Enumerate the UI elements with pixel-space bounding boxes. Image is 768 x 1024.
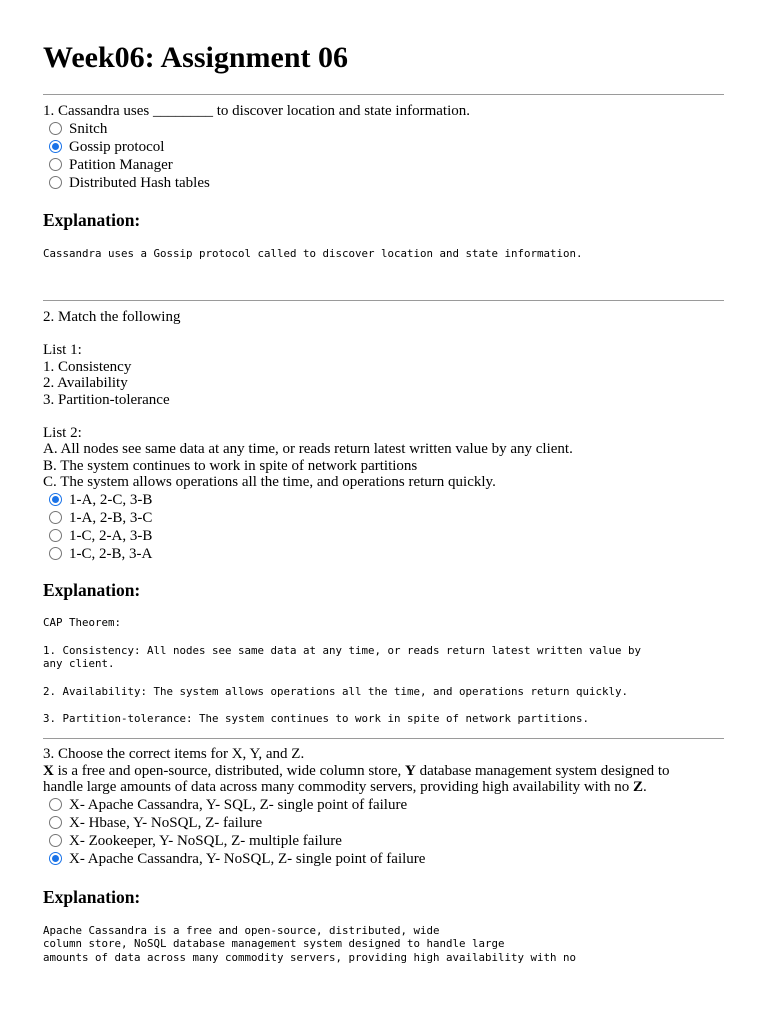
question-1: [43, 103, 733, 192]
q3-option-2[interactable]: X- Zookeeper, Y- NoSQL, Z- multiple failure: [43, 832, 733, 850]
radio-button[interactable]: [49, 176, 62, 189]
q3-option-3[interactable]: X- Apache Cassandra, Y- NoSQL, Z- single point of failure: [43, 850, 733, 868]
list1-item: 3. Partition-tolerance: [43, 391, 170, 408]
list2-item: B. The system continues to work in spite of network partitions: [43, 457, 418, 474]
q2-option-1[interactable]: 1-A, 2-B, 3-C: [43, 509, 733, 527]
q2-explanation-heading: Explanation:: [43, 580, 141, 600]
radio-button[interactable]: [49, 834, 62, 847]
q2-explanation-line: 2. Availability: The system allows operations all the time, and operations return quickly.: [43, 685, 629, 698]
q3-option-0[interactable]: X- Apache Cassandra, Y- SQL, Z- single point of failure: [43, 796, 733, 814]
q3-option-1[interactable]: X- Hbase, Y- NoSQL, Z- failure: [43, 814, 733, 832]
question-3: [43, 746, 733, 868]
q3-explanation-line: Apache Cassandra is a free and open-source, distributed, wide: [43, 924, 440, 937]
radio-button[interactable]: [49, 122, 62, 135]
divider: [43, 300, 724, 301]
q2-option-0[interactable]: 1-A, 2-C, 3-B: [43, 491, 733, 509]
q2-explanation-line: 3. Partition-tolerance: The system continues to work in spite of network partitions.: [43, 712, 590, 725]
divider: [43, 94, 724, 95]
radio-button[interactable]: [49, 798, 62, 811]
q3-explanation-heading: Explanation:: [43, 887, 141, 907]
list2-heading: List 2:: [43, 424, 82, 441]
q1-option-2[interactable]: Patition Manager: [43, 156, 733, 174]
q2-explanation-line: 1. Consistency: All nodes see same data at any time, or reads return latest written value by: [43, 644, 642, 657]
q2-option-2[interactable]: 1-C, 2-A, 3-B: [43, 527, 733, 545]
radio-button-selected[interactable]: [49, 493, 62, 506]
radio-button[interactable]: [49, 816, 62, 829]
radio-button[interactable]: [49, 158, 62, 171]
list1-item: 1. Consistency: [43, 358, 132, 375]
radio-button[interactable]: [49, 511, 62, 524]
q2-explanation-line: CAP Theorem:: [43, 616, 122, 629]
q1-explanation: Cassandra uses a Gossip protocol called to discover location and state information.: [43, 247, 583, 260]
q2-option-3[interactable]: 1-C, 2-B, 3-A: [43, 545, 733, 563]
q3-explanation-line: column store, NoSQL database management system designed to handle large: [43, 937, 505, 950]
list1-item: 2. Availability: [43, 375, 128, 391]
radio-button[interactable]: [49, 547, 62, 560]
question-3-text: 3. Choose the correct items for X, Y, and Z.: [43, 746, 305, 762]
question-3-statement: X is a free and open-source, distributed, wide column store, Y database management system designed to handle large amounts of data across many commodity servers, providing high availability with no Z.: [43, 762, 670, 795]
list2-item: C. The system allows operations all the time, and operations return quickly.: [43, 474, 496, 490]
question-2: [43, 309, 733, 563]
q3-explanation-line: amounts of data across many commodity servers, providing high availability with no: [43, 951, 577, 964]
radio-button-selected[interactable]: [49, 140, 62, 153]
question-2-text: 2. Match the following: [43, 309, 181, 325]
q1-explanation-heading: Explanation:: [43, 210, 141, 230]
q1-option-0[interactable]: Snitch: [43, 120, 733, 138]
q2-explanation-line: any client.: [43, 657, 115, 670]
radio-button-selected[interactable]: [49, 852, 62, 865]
page-title: Week06: Assignment 06: [43, 41, 349, 74]
q1-option-1[interactable]: Gossip protocol: [43, 138, 733, 156]
question-1-text: 1. Cassandra uses ________ to discover location and state information.: [43, 103, 470, 119]
radio-button[interactable]: [49, 529, 62, 542]
list2-item: A. All nodes see same data at any time, or reads return latest written value by any client.: [43, 441, 573, 457]
list1-heading: List 1:: [43, 342, 82, 358]
q1-option-3[interactable]: Distributed Hash tables: [43, 174, 733, 192]
divider: [43, 738, 724, 739]
